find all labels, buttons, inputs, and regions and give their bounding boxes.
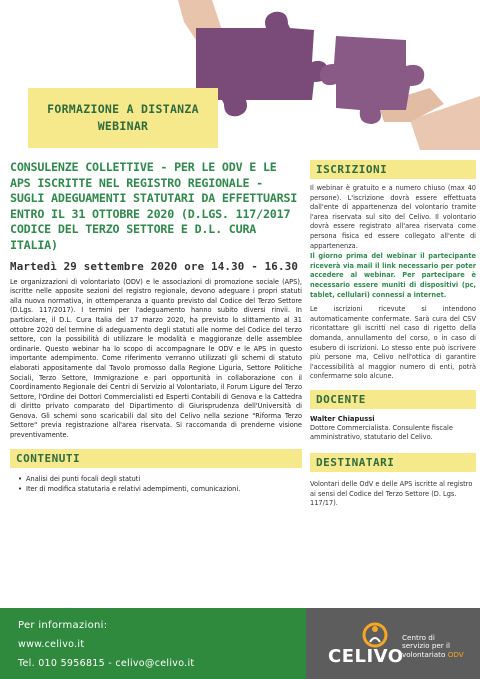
logo-tagline bbox=[402, 634, 464, 659]
logo-tagline-1: Centro di bbox=[402, 633, 435, 642]
logo-panel bbox=[306, 608, 480, 679]
contents-heading: CONTENUTI bbox=[10, 449, 302, 468]
audience-heading: DESTINATARI bbox=[310, 453, 476, 472]
logo-wordmark: CELIVO bbox=[328, 646, 404, 667]
contents-list bbox=[10, 474, 302, 494]
logo-tagline-2: servizio per il bbox=[402, 641, 451, 651]
logo-odv: ODV bbox=[447, 649, 464, 659]
teacher-name: Walter Chiapussi bbox=[310, 414, 375, 423]
registration-heading: ISCRIZIONI bbox=[310, 160, 476, 179]
event-description: Le organizzazioni di volontariato (ODV) e le associazioni di promozione sociale (APS), iscritte nelle apposite sezioni del registro regionale, devono adeguare i propri statuti alla nuova normativa, in ottemperanza a quanto previsto dal Codice del Terzo Settore (D.Lgs. 117/2017). I termini per l'adeguamento hanno subito diversi rinvii. In particolare, il D.L. Cura Italia del 17 marzo 2020, ha previsto lo slittamento al 31 ottobre 2020 del termine di adeguamento degli statuti alle norme del Codice del terzo settore, con la possibilità di utilizzare le modalità e maggioranze delle assemblee ordinarie. Questo webinar ha lo scopo di accompagnare le ODV e le APS in questo importante adempimento. Come riferimento verranno utilizzati gli schemi di statuto elaborati appositamente dal Tavolo promosso dalla Regione Liguria, Settore Politiche Sociali, Terzo Settore, Immigrazione e pari opportunità in collaborazione con il Coordinamento Regionale dei Centri di Servizio al Volontariato, il Forum Ligure del Terzo Settore, l'Ordine dei Dottori Commercialisti ed Esperti Contabili di Genova e la Cattedra di diritto privato comparato del Dipartimento di Giurisprudenza dell'Università di Genova. Gli schemi sono scaricabili dal sito del Celivo nella sezione "Riforma Terzo Settore" previa registrazione all'area riservata. Si raccomanda di prenderne visione preventivamente. bbox=[10, 277, 302, 440]
registration-confirmation: Le iscrizioni ricevute si intendono automaticamente confermate. Sarà cura del CSV ricontattare gli iscritti nel caso di rigetto della domanda, annullamento del corso, o in caso di esubero di iscrizioni. Lo stesso ente può iscrivere più persone ma, Celivo nell'ottica di garantire l'accessibilità al maggior numero di enti, potrà confermarne solo alcune. bbox=[310, 305, 476, 381]
banner-line-2: WEBINAR bbox=[97, 119, 149, 133]
teacher-heading: DOCENTE bbox=[310, 390, 476, 409]
main-column bbox=[10, 160, 302, 494]
registration-notice: Il giorno prima del webinar il partecipante riceverà via mail il link necessario per poter accedere al webinar. Per partecipare è necessario essere muniti di dispositivi (pc, tablet, cellulari) connessi a internet. bbox=[310, 252, 476, 299]
side-column bbox=[310, 160, 476, 509]
info-label: Per informazioni: bbox=[18, 620, 108, 631]
banner-line-1: FORMAZIONE A DISTANZA bbox=[47, 102, 199, 116]
registration-text: Il webinar è gratuito e a numero chiuso (max 40 persone). L'iscrizione dovrà essere effettuata dall'ente di appartenenza del volontario tramite l'area riservata sul sito del Celivo. Il volontario dovrà essere registrato all'area riservata come persona fisica ed essere collegato all'ente di appartenenza. bbox=[310, 184, 476, 250]
contact-panel bbox=[0, 608, 306, 679]
footer bbox=[0, 608, 480, 679]
header-illustration bbox=[0, 0, 480, 150]
logo-tagline-3: volontariato bbox=[402, 649, 446, 659]
celivo-logo-icon bbox=[362, 622, 388, 648]
teacher-role: Dottore Commercialista. Consulente fiscale amministrativo, statutario del Celivo. bbox=[310, 423, 453, 442]
contact-line[interactable]: Tel. 010 5956815 - celivo@celivo.it bbox=[18, 658, 195, 669]
format-banner bbox=[28, 88, 218, 148]
list-item: • Iter di modifica statutaria e relativi adempimenti, comunicazioni. bbox=[20, 484, 302, 494]
list-item: • Analisi dei punti focali degli statuti bbox=[20, 474, 302, 484]
event-title: CONSULENZE COLLETTIVE - PER LE ODV E LE APS ISCRITTE NEL REGISTRO REGIONALE - SUGLI ADEGUAMENTI STATUTARI DA EFFETTUARSI ENTRO IL 31 OTTOBRE 2020 (D.LGS. 117/2017 CODICE DEL TERZO SETTORE E D.L. CURA ITALIA) bbox=[10, 160, 298, 252]
audience-text: Volontari delle OdV e delle APS iscritte al registro ai sensi del Codice del Terzo Settore (D. Lgs. 117/17). bbox=[310, 480, 473, 508]
event-date: Martedì 29 settembre 2020 ore 14.30 - 16.30 bbox=[10, 259, 299, 273]
website-link[interactable]: www.celivo.it bbox=[18, 639, 85, 650]
